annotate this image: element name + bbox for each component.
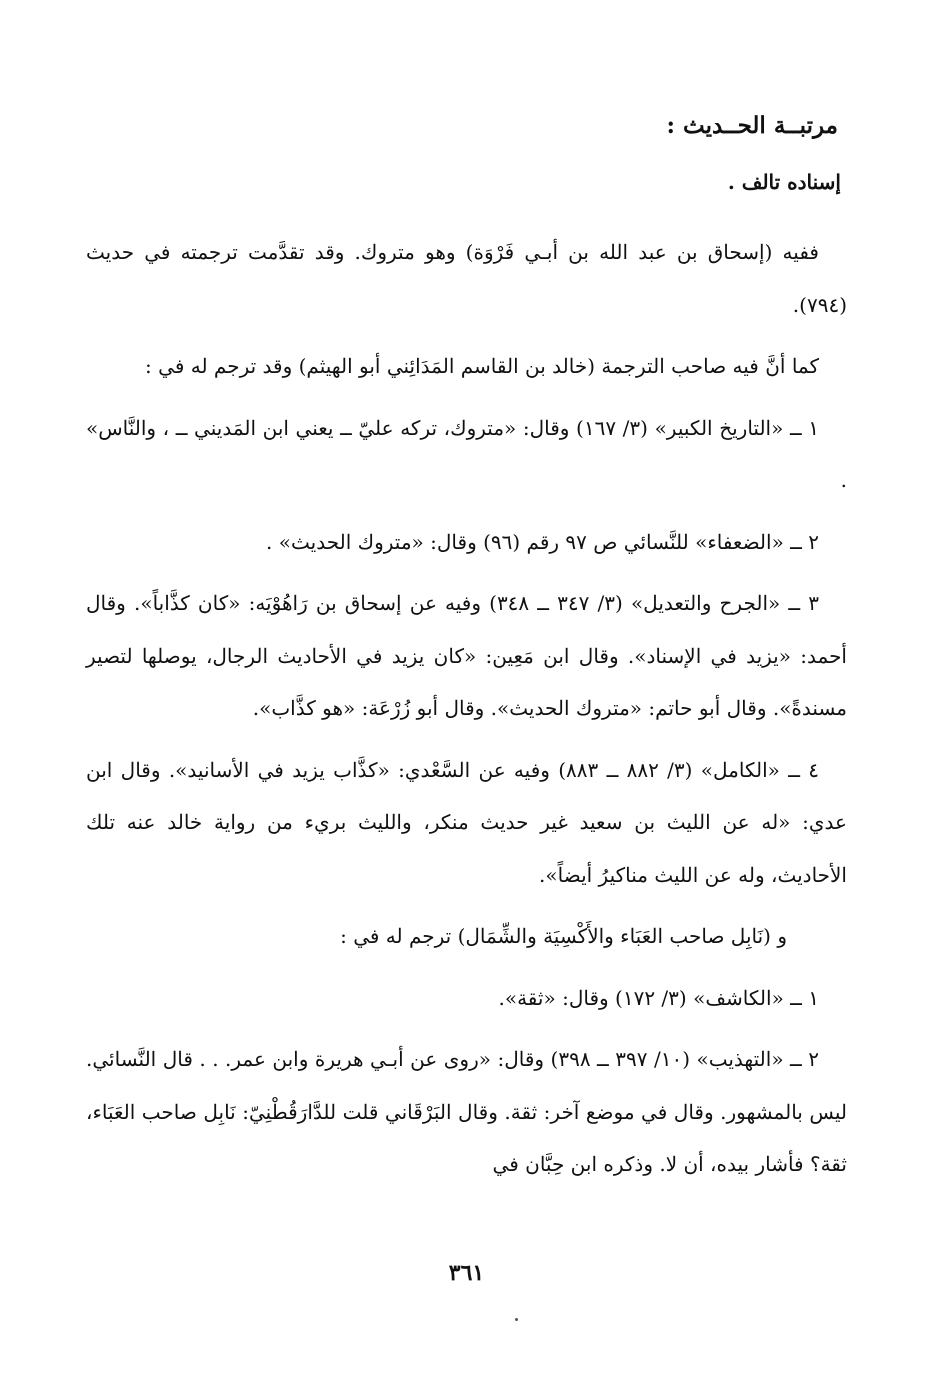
- paragraph-source-2: ٢ ــ «الضعفاء» للنَّسائي ص ٩٧ رقم (٩٦) وقال: «متروك الحديث» .: [266, 529, 819, 554]
- paragraph-second-narrator: و (نَابِل صاحب العَبَاء والأَكْسِيَة والشِّمَال) ترجم له في :: [340, 924, 787, 948]
- paragraph-source-6: ٢ ــ «التهذيب» (١٠/ ٣٩٧ ــ ٣٩٨) وقال: «روى عن أبـي هريرة وابن عمر. . . قال النَّسائي. ليس بالمشهور. وقال في موضع آخر: ثقة. وقال البَرْقَاني قلت للدَّارَقُطْنِيّ: نَابِل صاحب العَبَاء، ثقة؟ فأشار بيده، أن لا. وذكره ابن حِبَّان في: [86, 1047, 847, 1176]
- paragraph-source-5: ١ ــ «الكاشف» (٣/ ١٧٢) وقال: «ثقة».: [498, 985, 819, 1010]
- paragraph-source-4: ٤ ــ «الكامل» (٣/ ٨٨٢ ــ ٨٨٣) وفيه عن السَّعْدي: «كذَّاب يزيد في الأسانيد». وقال ابن عدي: «له عن الليث بن سعيد غير حديث منكر، والليث بريء من رواية خالد عنه تلك الأحاديث، وله عن الليث مناكيرُ أيضاً».: [86, 757, 847, 887]
- scan-dot: [515, 1318, 518, 1321]
- paragraph-source-3: ٣ ــ «الجرح والتعديل» (٣/ ٣٤٧ ــ ٣٤٨) وفيه عن إسحاق بن رَاهُوْيَه: «كان كذَّاباً». وقال أحمد: «يزيد في الإسناد». وقال ابن مَعِين: «كان يزيد في الأحاديث الرجال، يوصلها لتصير مسندةً». وقال أبو حاتم: «متروك الحديث». وقال أبو زُرْعَة: «هو كذَّاب».: [86, 591, 847, 720]
- section-title: مرتبــة الحــديث :: [666, 112, 838, 139]
- paragraph-source-1: ١ ــ «التاريخ الكبير» (٣/ ١٦٧) وقال: «متروك، تركه عليّ ــ يعني ابن المَديني ــ ، والنَّاس» .: [86, 415, 847, 492]
- body-text: [86, 226, 847, 1200]
- paragraph-narrator-note: ففيه (إسحاق بن عبد الله بن أبـي فَرْوَة) وهو متروك. وقد تقدَّمت ترجمته في حديث (٧٩٤).: [86, 240, 847, 317]
- page-number: ٣٦١: [448, 1260, 485, 1286]
- verdict-text: إسناده تالف .: [727, 170, 841, 194]
- paragraph-translation-intro: كما أنَّ فيه صاحب الترجمة (خالد بن القاسم المَدَائِني أبو الهيثم) وقد ترجم له في :: [145, 354, 819, 378]
